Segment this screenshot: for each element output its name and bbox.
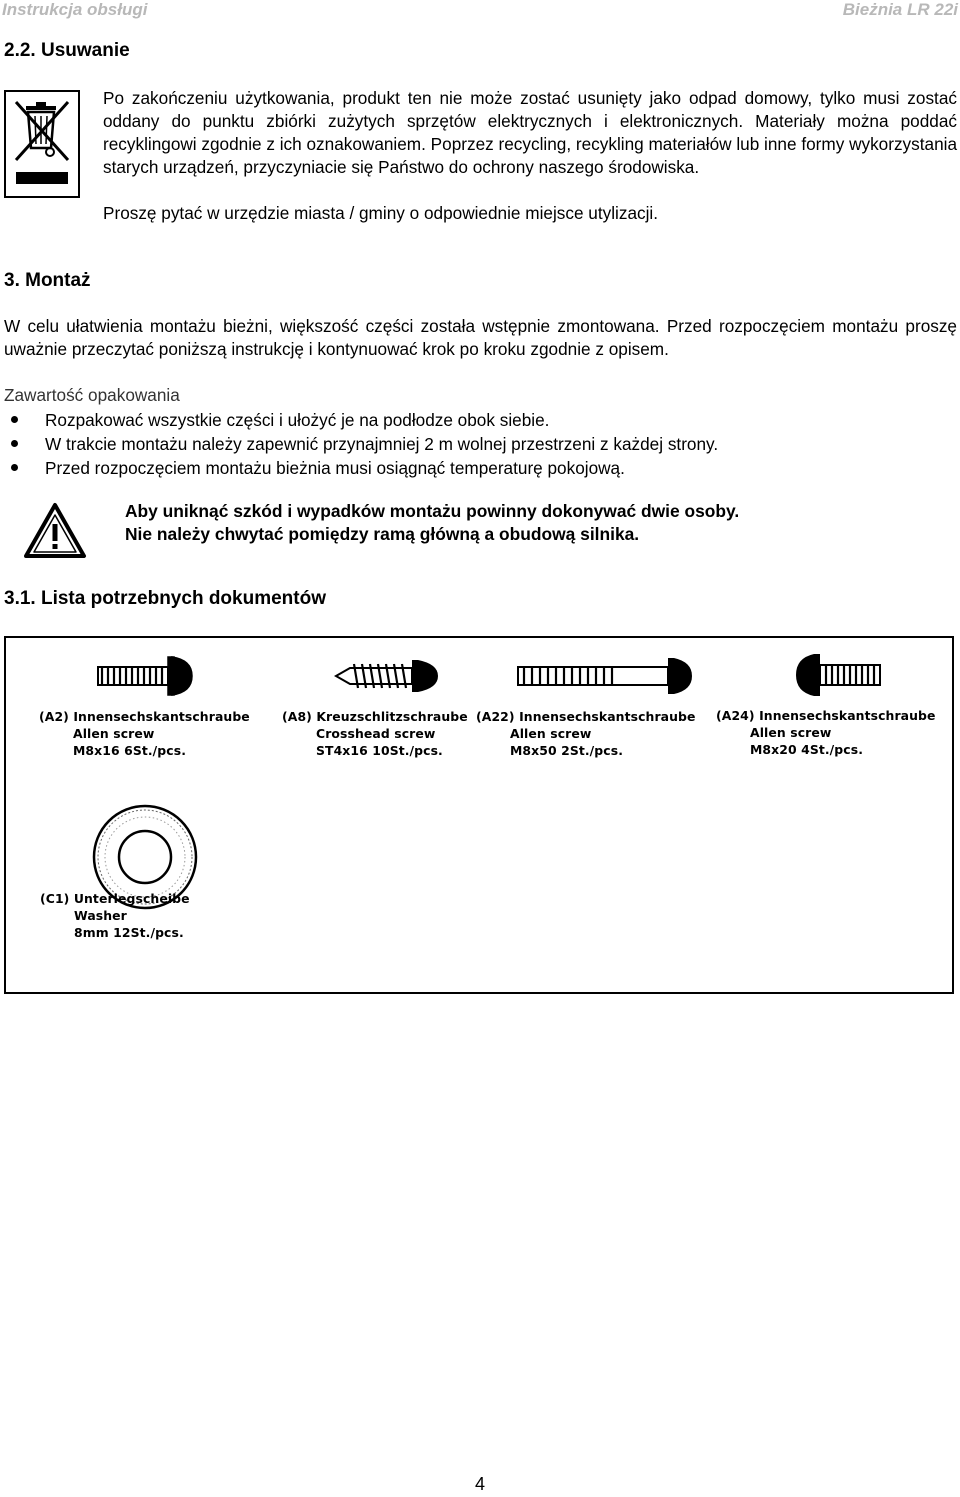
package-contents-title: Zawartość opakowania [4, 385, 180, 405]
parts-figure [4, 636, 954, 994]
package-contents-list [4, 408, 904, 480]
bullet-icon [11, 440, 18, 447]
assembly-warning [125, 500, 739, 546]
part-label-c1: (C1) Unterlegscheibe Washer 8mm 12St./pcs. [40, 891, 190, 940]
list-item: W trakcie montażu należy zapewnić przynajmniej 2 m wolnej przestrzeni z każdej strony. [4, 432, 904, 456]
section-title-parts-list: 3.1. Lista potrzebnych dokumentów [4, 588, 326, 609]
warning-line: Aby uniknąć szkód i wypadków montażu powinny dokonywać dwie osoby. [125, 501, 740, 521]
allen-screw-m8x16-icon [94, 654, 194, 698]
weee-bin-icon [4, 90, 80, 198]
warning-triangle-icon [23, 502, 87, 560]
part-label-a24: (A24) Innensechskantschraube Allen screw M8x20 4St./pcs. [716, 708, 936, 757]
doc-header-title: Instrukcja obsługi [2, 0, 148, 19]
crosshead-screw-st4x16-icon [332, 654, 442, 698]
part-label-a2: (A2) Innensechskantschraube Allen screw M8x16 6St./pcs. [39, 709, 250, 758]
part-label-a8: (A8) Kreuzschlitzschraube Crosshead screw ST4x16 10St./pcs. [282, 709, 468, 758]
bullet-icon [11, 464, 18, 471]
list-item: Przed rozpoczęciem montażu bieżnia musi osiągnąć temperaturę pokojową. [4, 456, 904, 480]
allen-screw-m8x20-icon [794, 650, 884, 700]
bullet-icon [11, 416, 18, 423]
list-item: Rozpakować wszystkie części i ułożyć je na podłodze obok siebie. [4, 408, 904, 432]
page-number: 4 [474, 1474, 485, 1494]
part-label-a22: (A22) Innensechskantschraube Allen screw M8x50 2St./pcs. [476, 709, 696, 758]
section-title-disposal: 2.2. Usuwanie [4, 40, 130, 61]
disposal-paragraph: Po zakończeniu użytkowania, produkt ten nie może zostać usunięty jako odpad domowy, tylko musi zostać oddany do punktu zbiórki zużytych sprzętów elektrycznych i elektronicznych. Materiały można poddać recyklingowi zgodnie z ich oznakowaniem. Poprzez recycling, recykling materiałów lub inne formy wykorzystania starych urządzeń, przyczyniacie się Państwo do ochrony naszego środowiska. [103, 88, 958, 177]
doc-header-product: Bieżnia LR 22i [842, 0, 958, 19]
disposal-note: Proszę pytać w urzędzie miasta / gminy o odpowiednie miejsce utylizacji. [103, 203, 659, 223]
allen-screw-m8x50-icon [514, 654, 694, 698]
assembly-intro: W celu ułatwienia montażu bieżni, większość części została wstępnie zmontowana. Przed rozpoczęciem montażu proszę uważnie przeczytać poniższą instrukcję i kontynuować krok po kroku zgodnie z opisem. [4, 316, 957, 359]
section-title-assembly: 3. Montaż [4, 270, 91, 291]
warning-line: Nie należy chwytać pomiędzy ramą główną a obudową silnika. [125, 524, 640, 544]
